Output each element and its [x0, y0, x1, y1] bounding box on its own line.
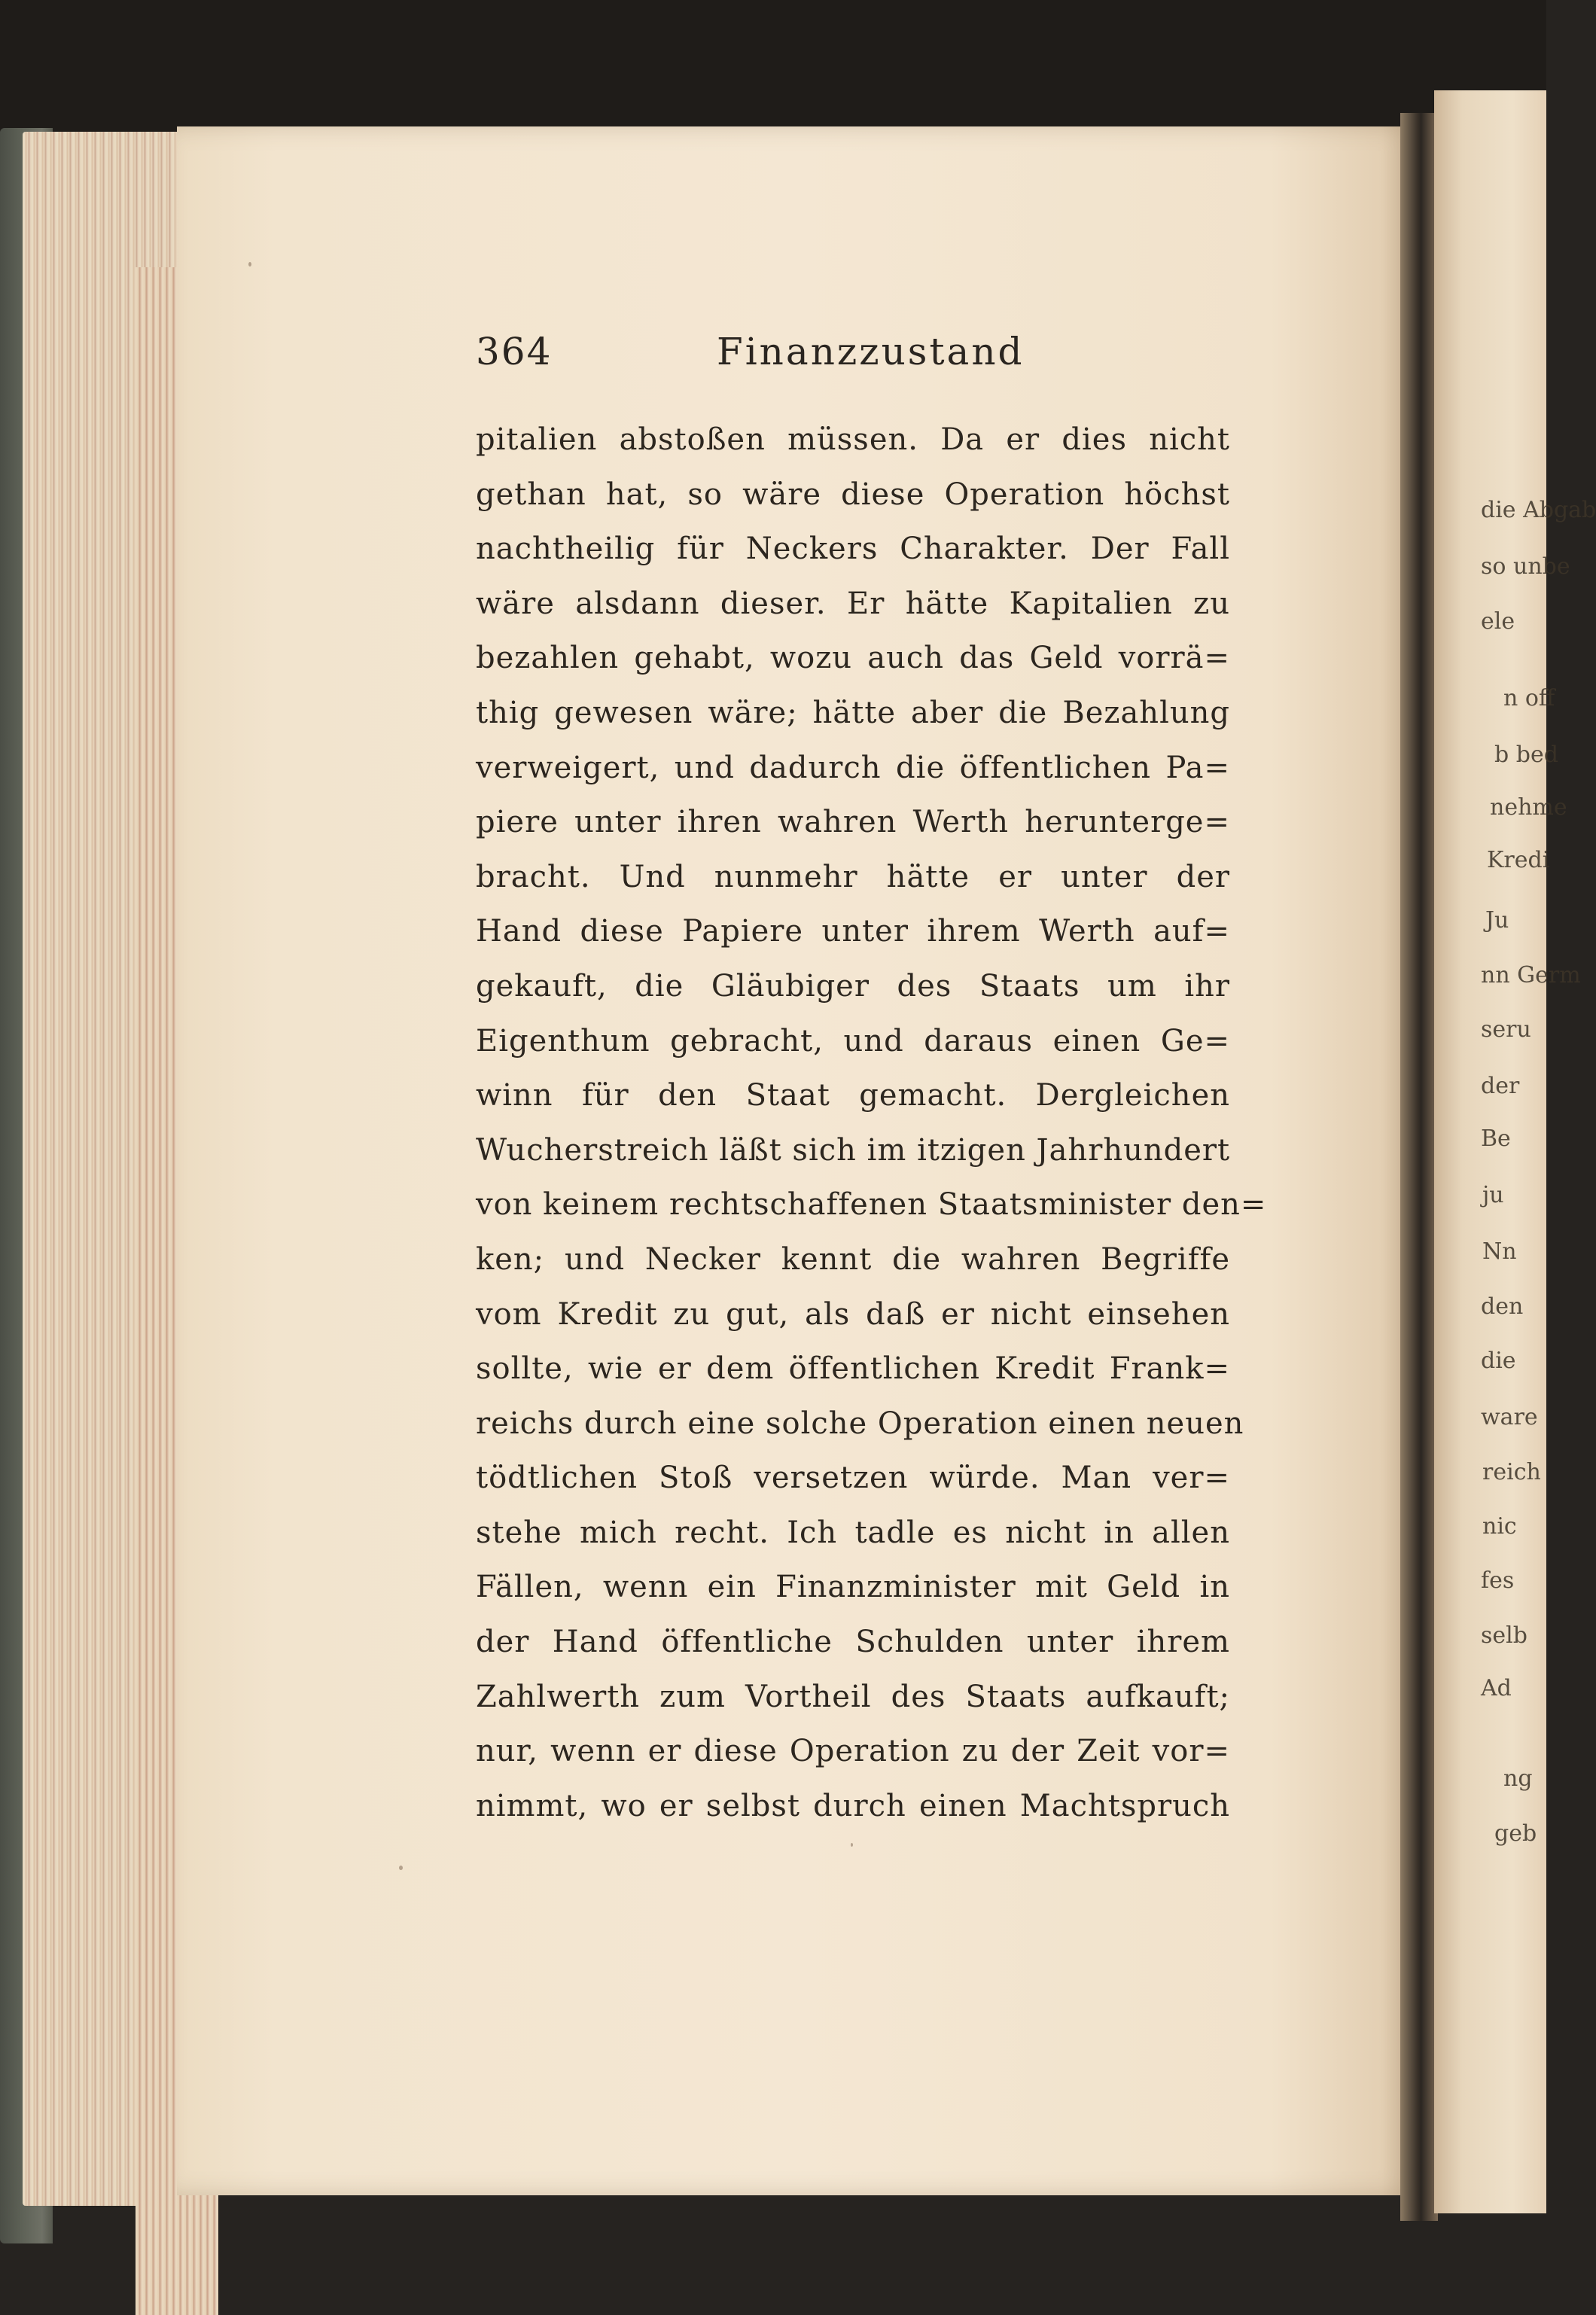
facing-page-fragment: Be	[1481, 1126, 1511, 1152]
facing-page-fragment: Nn	[1482, 1238, 1517, 1265]
facing-page-fragment: die Abgab	[1481, 497, 1596, 523]
facing-page-fragment: seru	[1481, 1016, 1531, 1043]
facing-page-fragment: nic	[1482, 1513, 1517, 1540]
facing-page-fragment: geb	[1494, 1820, 1537, 1847]
text-line: nimmt, wo er selbst durch einen Machtspruch	[476, 1788, 1230, 1823]
running-title: Finanzzustand	[717, 330, 1025, 373]
text-line: von keinem rechtschaffenen Staatsminister den=	[476, 1187, 1267, 1223]
text-line: gethan hat, so wäre diese Operation höchst	[476, 477, 1230, 512]
facing-page-fragment: nn Germ	[1481, 962, 1581, 988]
facing-page-fragment: die	[1481, 1348, 1516, 1374]
facing-page-fragment: den	[1481, 1293, 1524, 1320]
text-line: verweigert, und dadurch die öffentlichen Pa=	[476, 750, 1230, 785]
paper-speck	[399, 1866, 403, 1870]
text-line: stehe mich recht. Ich tadle es nicht in allen	[476, 1515, 1230, 1550]
facing-page	[1434, 90, 1596, 2213]
text-line: wäre alsdann dieser. Er hätte Kapitalien zu	[476, 586, 1230, 621]
text-line: reichs durch eine solche Operation einen neuen	[476, 1406, 1244, 1441]
text-line: piere unter ihren wahren Werth herunterge=	[476, 805, 1230, 840]
facing-page-fragment: Ad	[1481, 1675, 1512, 1701]
page-stack	[23, 132, 203, 2206]
text-line: der Hand öffentliche Schulden unter ihrem	[476, 1625, 1230, 1660]
facing-page-fragment: selb	[1481, 1622, 1527, 1649]
text-line: pitalien abstoßen müssen. Da er dies nicht	[476, 422, 1230, 457]
text-line: vom Kredit zu gut, als daß er nicht einsehen	[476, 1296, 1230, 1332]
text-line: Eigenthum gebracht, und daraus einen Ge=	[476, 1023, 1230, 1059]
facing-page-fragment: b bed	[1494, 742, 1558, 768]
facing-page-fragment: n off	[1503, 685, 1555, 711]
text-line: sollte, wie er dem öffentlichen Kredit Frank=	[476, 1351, 1230, 1387]
facing-page-fragment: ng	[1503, 1765, 1533, 1792]
text-line: tödtlichen Stoß versetzen würde. Man ver=	[476, 1461, 1230, 1496]
facing-page-fragment: fes	[1481, 1567, 1515, 1594]
text-line: gekauft, die Gläubiger des Staats um ihr	[476, 968, 1230, 1004]
facing-page-fragment: Ju	[1485, 907, 1509, 934]
body-text	[476, 413, 1267, 1833]
running-head	[476, 330, 1229, 382]
text-line: Fällen, wenn ein Finanzminister mit Geld in	[476, 1570, 1230, 1605]
text-line: nachtheilig für Neckers Charakter. Der Fall	[476, 532, 1230, 567]
facing-page-fragment: ju	[1482, 1182, 1504, 1208]
text-line: winn für den Staat gemacht. Dergleichen	[476, 1078, 1230, 1113]
text-line: Zahlwerth zum Vortheil des Staats aufkauft;	[476, 1679, 1230, 1714]
book-gutter	[1400, 113, 1438, 2221]
text-line: ken; und Necker kennt die wahren Begriffe	[476, 1241, 1230, 1277]
page-number: 364	[476, 330, 553, 373]
text-line: bracht. Und nunmehr hätte er unter der	[476, 859, 1230, 894]
paper-speck	[851, 1843, 853, 1847]
dark-backdrop	[0, 0, 1546, 136]
facing-page-fragment: ware	[1481, 1404, 1538, 1430]
facing-page-fragment: reich	[1482, 1459, 1541, 1485]
facing-page-fragment: ele	[1481, 608, 1515, 635]
text-line: thig gewesen wäre; hätte aber die Bezahlung	[476, 695, 1230, 730]
text-line: bezahlen gehabt, wozu auch das Geld vorrä=	[476, 641, 1230, 676]
text-line: Hand diese Papiere unter ihrem Werth auf=	[476, 914, 1230, 949]
facing-page-fragment: so unbe	[1481, 553, 1570, 580]
facing-page-fragment: nehme	[1490, 794, 1567, 821]
text-line: nur, wenn er diese Operation zu der Zeit vor=	[476, 1734, 1230, 1769]
paper-speck	[248, 262, 251, 267]
facing-page-fragment: Kredi	[1487, 847, 1550, 873]
facing-page-fragment: der	[1481, 1073, 1520, 1099]
text-line: Wucherstreich läßt sich im itzigen Jahrhundert	[476, 1132, 1231, 1168]
